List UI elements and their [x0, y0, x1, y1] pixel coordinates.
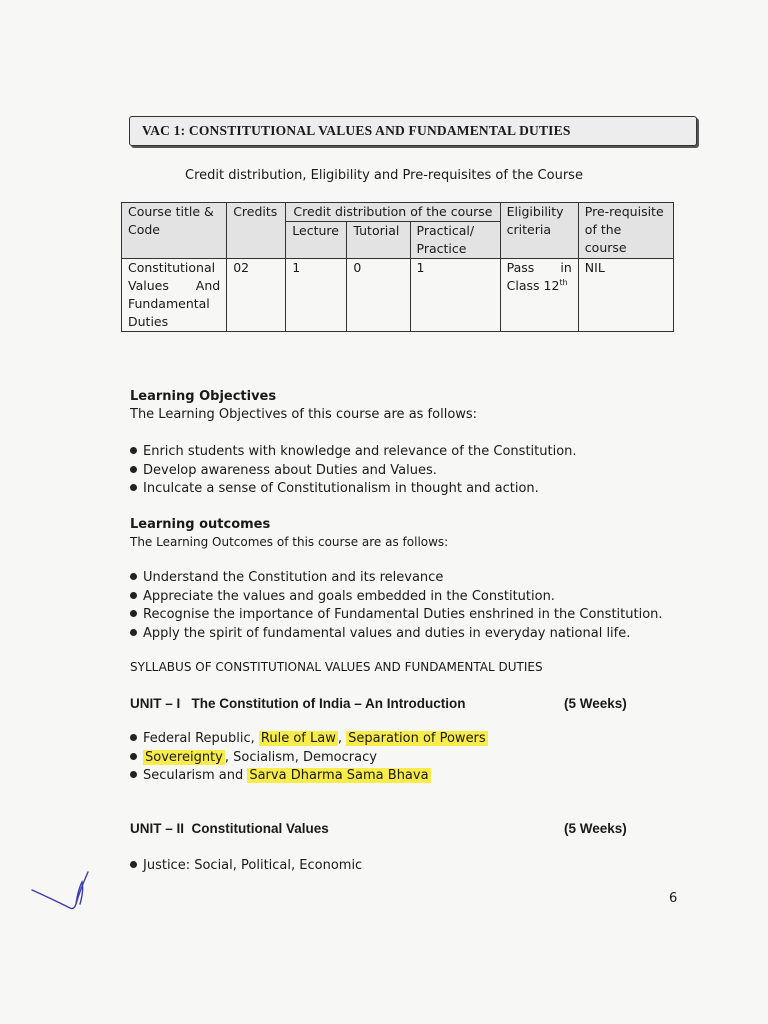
course-title-line: Constitutional — [128, 260, 216, 275]
header-practical: Practical/ Practice — [410, 222, 500, 259]
objectives-list — [130, 443, 577, 499]
page-number: 6 — [669, 891, 678, 906]
unit-2-heading — [130, 821, 630, 836]
course-title-line: Duties — [128, 314, 169, 329]
highlighted-text: Separation of Powers — [348, 731, 486, 746]
signature-mark — [30, 860, 100, 920]
header-lecture: Lecture — [286, 222, 347, 259]
course-title-box — [129, 116, 697, 146]
unit-2-title: Constitutional Values — [191, 821, 329, 836]
highlighted-text: Sarva Dharma Sama Bhava — [249, 768, 429, 783]
outcomes-list — [130, 569, 663, 643]
objectives-intro: The Learning Objectives of this course are as follows: — [130, 407, 478, 422]
eligibility-superscript: th — [559, 278, 568, 287]
list-item: Apply the spirit of fundamental values and duties in everyday national life. — [130, 625, 663, 644]
list-item: Sovereignty , Socialism, Democracy — [130, 749, 488, 768]
table-row — [122, 259, 674, 332]
course-title-line: And — [195, 278, 221, 293]
list-item: Secularism and Sarva Dharma Sama Bhava — [130, 767, 488, 786]
highlighted-text: Sovereignty — [145, 749, 223, 765]
bullet-icon — [130, 447, 137, 454]
cell-practical: 1 — [410, 259, 500, 332]
syllabus-title: SYLLABUS OF CONSTITUTIONAL VALUES AND FUNDAMENTAL DUTIES — [130, 660, 543, 674]
list-item: Federal Republic, Rule of Law , Separation of Powers — [130, 730, 488, 749]
bullet-icon — [130, 610, 137, 617]
cell-eligibility — [500, 259, 578, 332]
unit-2-list — [130, 857, 362, 876]
objectives-heading: Learning Objectives — [130, 389, 277, 404]
cell-tutorial: 0 — [347, 259, 410, 332]
unit-2-label: UNIT – II — [130, 821, 185, 836]
list-item: Justice: Social, Political, Economic — [130, 857, 362, 876]
bullet-icon — [130, 629, 137, 636]
list-item: Understand the Constitution and its relevance — [130, 569, 663, 588]
eligibility-class: Class 12 — [506, 278, 560, 293]
cell-lecture: 1 — [286, 259, 347, 332]
unit-2-weeks: (5 Weeks) — [564, 821, 627, 836]
unit-1-list — [130, 730, 488, 786]
unit-1-title: The Constitution of India – An Introduction — [191, 696, 466, 711]
eligibility-word: in — [560, 260, 572, 275]
header-eligibility: Eligibility criteria — [500, 203, 578, 259]
course-title: VAC 1: CONSTITUTIONAL VALUES AND FUNDAMENTAL DUTIES — [142, 123, 571, 138]
outcomes-intro: The Learning Outcomes of this course are as follows: — [130, 535, 449, 549]
highlighted-text: Rule of Law — [260, 731, 336, 746]
header-course-title: Course title & Code — [122, 203, 227, 259]
header-tutorial: Tutorial — [347, 222, 410, 259]
outcomes-heading: Learning outcomes — [130, 517, 271, 532]
bullet-icon — [130, 484, 137, 491]
bullet-icon — [130, 466, 137, 473]
list-item: Recognise the importance of Fundamental Duties enshrined in the Constitution. — [130, 606, 663, 625]
course-title-line: Values — [128, 278, 169, 293]
list-item: Develop awareness about Duties and Values. — [130, 462, 577, 481]
list-item: Enrich students with knowledge and relevance of the Constitution. — [130, 443, 577, 462]
cell-credits: 02 — [227, 259, 286, 332]
bullet-icon — [130, 573, 137, 580]
bullet-icon — [130, 861, 137, 868]
cell-course-title — [122, 259, 227, 332]
cell-prerequisite: NIL — [578, 259, 673, 332]
header-prerequisite: Pre-requisite of the course — [578, 203, 673, 259]
bullet-icon — [130, 753, 137, 760]
bullet-icon — [130, 734, 137, 741]
bullet-icon — [130, 592, 137, 599]
list-item: Inculcate a sense of Constitutionalism in thought and action. — [130, 480, 577, 499]
header-credits: Credits — [227, 203, 286, 259]
header-credit-distribution: Credit distribution of the course — [286, 203, 500, 222]
course-title-line: Fundamental — [128, 296, 210, 311]
unit-1-heading — [130, 696, 630, 711]
unit-1-weeks: (5 Weeks) — [564, 696, 627, 711]
list-item: Appreciate the values and goals embedded in the Constitution. — [130, 588, 663, 607]
table-caption: Credit distribution, Eligibility and Pre-requisites of the Course — [185, 168, 583, 183]
table-header-row — [122, 203, 674, 222]
bullet-icon — [130, 771, 137, 778]
eligibility-word: Pass — [506, 260, 535, 275]
unit-1-label: UNIT – I — [130, 696, 181, 711]
credit-distribution-table — [121, 202, 674, 332]
